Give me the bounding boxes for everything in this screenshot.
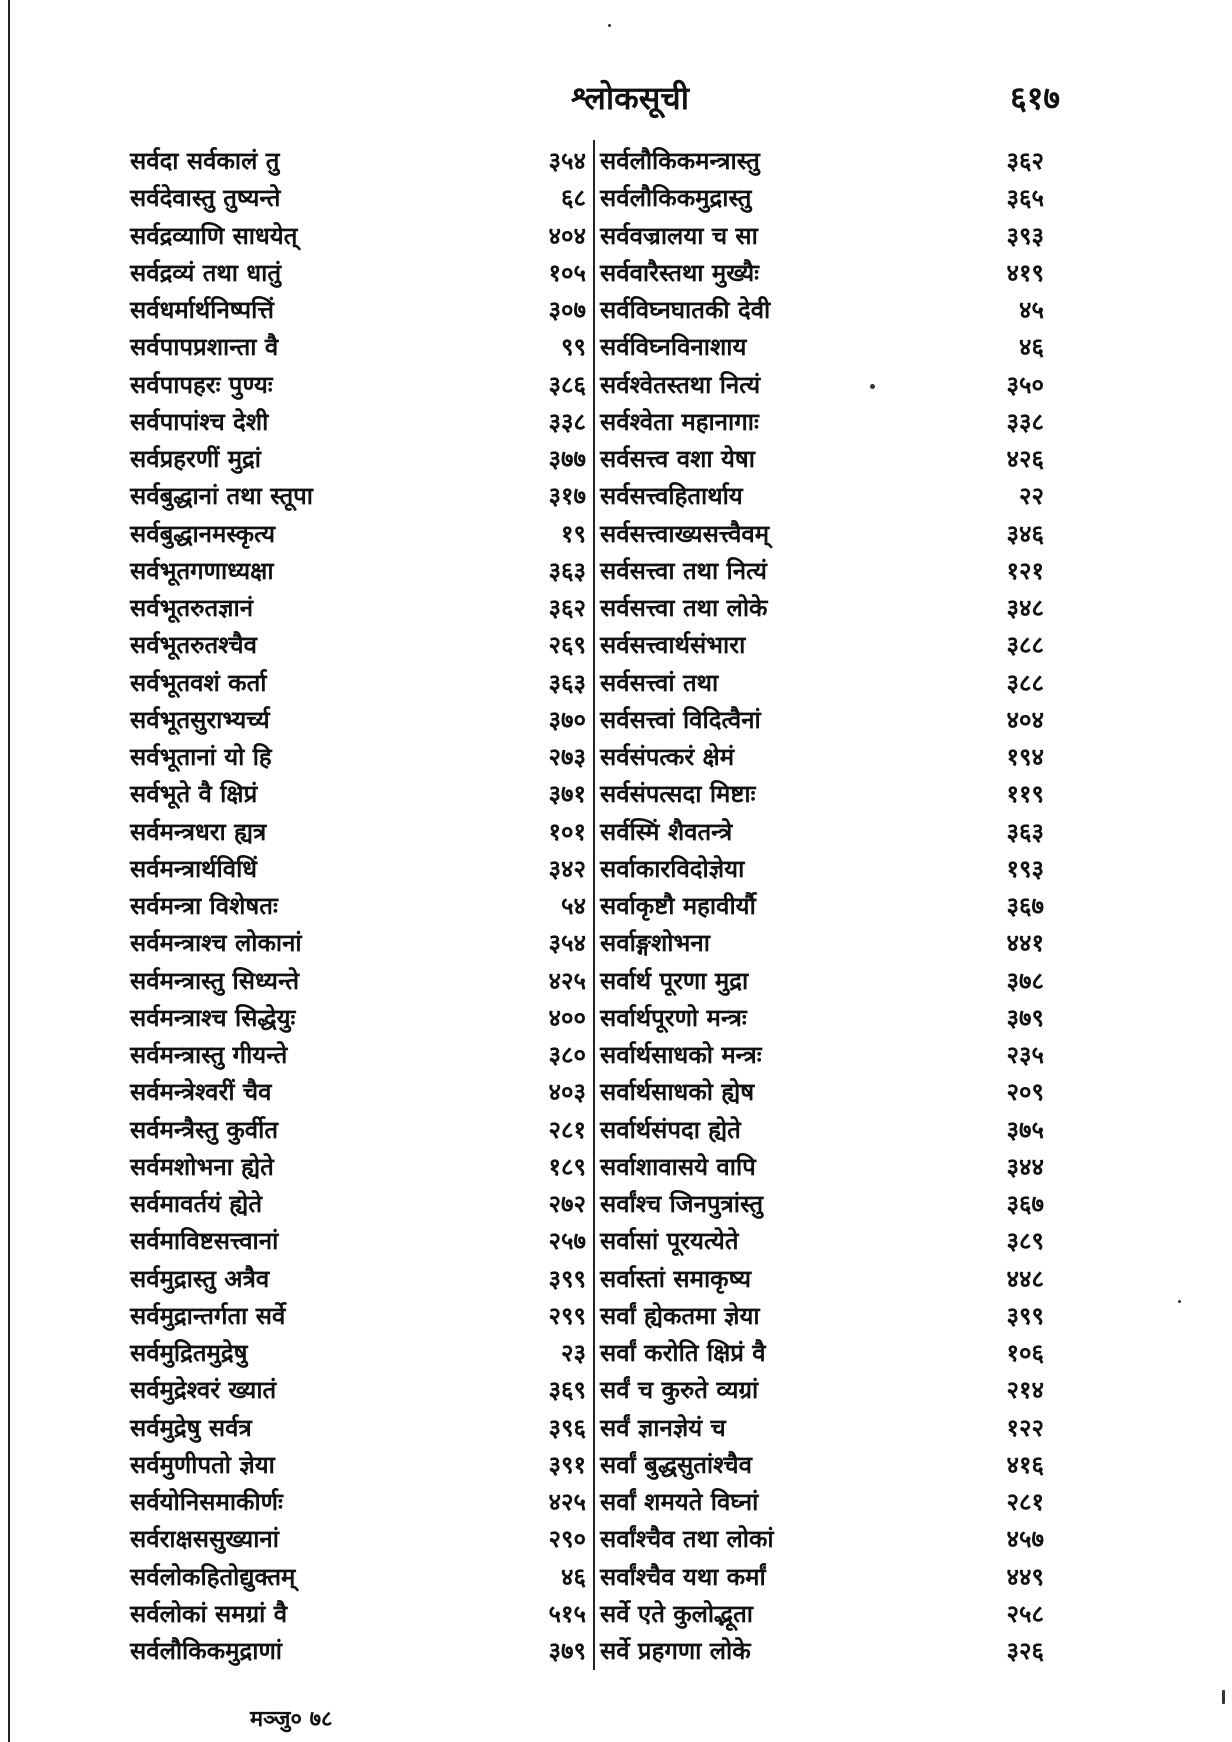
verse-page-number: ३९१ [548, 1449, 586, 1479]
verse-page-number: ३५४ [548, 928, 586, 958]
verse-text: सर्वसत्त्वा तथा नित्यं [600, 555, 767, 585]
verse-page-number: ४५ [1019, 295, 1044, 325]
index-entry [130, 1483, 590, 1520]
verse-page-number: २८१ [548, 1114, 586, 1144]
index-entry [130, 1446, 590, 1483]
verse-page-number: ४४१ [1006, 928, 1044, 958]
index-entry [130, 403, 590, 440]
index-entry [130, 1111, 590, 1148]
verse-page-number: ११९ [1006, 779, 1044, 809]
verse-text: सर्वदेवास्तु तुष्यन्ते [130, 183, 281, 213]
verse-page-number: ३४६ [1006, 518, 1044, 548]
verse-text: सर्वार्थपूरणो मन्त्रः [600, 1002, 747, 1032]
verse-page-number: ३४८ [1006, 593, 1044, 623]
verse-text: सर्वाङ्गशोभना [600, 928, 710, 958]
index-column-right [600, 142, 1050, 1669]
signature-mark: मञ्जु० ७८ [250, 1706, 333, 1732]
verse-text: सर्वमुद्रास्तु अत्रैव [130, 1263, 270, 1293]
verse-page-number: ४४८ [1006, 1263, 1044, 1293]
verse-text: सर्वविघ्नविनाशाय [600, 332, 747, 362]
verse-text: सर्वधर्मार्थनिष्पत्तिं [130, 295, 274, 325]
verse-page-number: ३०७ [548, 295, 586, 325]
verse-page-number: २०९ [1006, 1077, 1044, 1107]
index-entry [600, 1409, 1050, 1446]
verse-text: सर्ववारैस्तथा मुख्यैः [600, 257, 760, 287]
index-entry [130, 1148, 590, 1185]
verse-page-number: ५४ [561, 891, 586, 921]
verse-text: सर्वमन्त्रास्तु गीयन्ते [130, 1040, 288, 1070]
verse-page-number: ३६७ [1006, 891, 1044, 921]
index-entry [600, 328, 1050, 365]
verse-text: सर्वलौकिकमुद्रास्तु [600, 183, 752, 213]
verse-text: सर्वमुद्रेषु सर्वत्र [130, 1412, 252, 1442]
verse-text: सर्वाकृष्टौ महावीर्यौ [600, 891, 756, 921]
index-entry [130, 1520, 590, 1557]
verse-page-number: १८९ [548, 1151, 586, 1181]
index-entry [130, 962, 590, 999]
verse-page-number: १०१ [548, 816, 586, 846]
verse-page-number: ३६३ [548, 667, 586, 697]
verse-page-number: १०५ [548, 257, 586, 287]
verse-text: सर्वमुद्रान्तर्गता सर्वे [130, 1300, 286, 1330]
verse-page-number: ३३८ [1006, 406, 1044, 436]
index-entry [600, 1371, 1050, 1408]
index-entry [600, 738, 1050, 775]
index-entry [600, 515, 1050, 552]
verse-text: सर्वसत्त्वां तथा [600, 667, 719, 697]
verse-page-number: १९३ [1006, 853, 1044, 883]
verse-text: सर्वयोनिसमाकीर्णः [130, 1487, 283, 1517]
index-entry [130, 1334, 590, 1371]
verse-text: सर्वस्मिं शैवतन्त्रे [600, 816, 733, 846]
verse-text: सर्वपापांश्च देशी [130, 406, 269, 436]
verse-text: सर्वमन्त्रा विशेषतः [130, 891, 278, 921]
index-entry [600, 664, 1050, 701]
verse-page-number: ३६२ [1006, 146, 1044, 176]
verse-page-number: ३९९ [1006, 1300, 1044, 1330]
verse-text: सर्वां ह्येकतमा ज्ञेया [600, 1300, 760, 1330]
verse-page-number: ३६२ [548, 593, 586, 623]
index-entry [600, 1297, 1050, 1334]
verse-page-number: २५८ [1006, 1598, 1044, 1628]
index-entry [130, 1558, 590, 1595]
index-entry [130, 1409, 590, 1446]
verse-text: सर्वांश्च जिनपुत्रांस्तु [600, 1189, 764, 1219]
verse-page-number: ३६५ [1006, 183, 1044, 213]
verse-page-number: ३६३ [1006, 816, 1044, 846]
verse-text: सर्वलौकिकमुद्राणां [130, 1636, 283, 1666]
verse-page-number: २२ [1019, 481, 1044, 511]
index-entry [600, 1260, 1050, 1297]
verse-text: सर्वसत्त्वहितार्थाय [600, 481, 743, 511]
verse-page-number: ३७९ [548, 1636, 586, 1666]
ink-speck [870, 384, 875, 389]
verse-text: सर्वां बुद्धसुतांश्चैव [600, 1449, 752, 1479]
verse-page-number: ४०४ [1006, 704, 1044, 734]
index-column-left [130, 142, 590, 1669]
index-entry [600, 589, 1050, 626]
verse-text: सर्वासां पूरयत्येते [600, 1226, 739, 1256]
index-entry [600, 850, 1050, 887]
index-entry [600, 552, 1050, 589]
verse-page-number: ३८८ [1006, 667, 1044, 697]
verse-text: सर्वप्रहरणीं मुद्रां [130, 444, 262, 474]
verse-page-number: २५७ [548, 1226, 586, 1256]
verse-text: सर्वभूतानां यो हि [130, 742, 272, 772]
verse-page-number: २७३ [548, 742, 586, 772]
verse-text: सर्वभूते वै क्षिप्रं [130, 779, 258, 809]
ink-speck [1178, 1300, 1181, 1303]
verse-text: सर्वमन्त्रास्तु सिध्यन्ते [130, 965, 300, 995]
verse-page-number: ३६९ [548, 1375, 586, 1405]
left-margin-rule [8, 0, 10, 1742]
index-entry [130, 1595, 590, 1632]
verse-page-number: ३७५ [1006, 1114, 1044, 1144]
verse-text: सर्वभूतवशं कर्ता [130, 667, 267, 697]
verse-page-number: ४२५ [548, 1487, 586, 1517]
verse-text: सर्वमुणीपतो ज्ञेया [130, 1449, 275, 1479]
verse-page-number: ४१९ [1006, 257, 1044, 287]
index-entry [600, 403, 1050, 440]
index-entry [600, 626, 1050, 663]
index-entry [600, 477, 1050, 514]
verse-page-number: २३ [561, 1338, 586, 1368]
verse-text: सर्वसत्त्वार्थसंभारा [600, 630, 746, 660]
verse-page-number: ४१६ [1006, 1449, 1044, 1479]
verse-page-number: ६८ [561, 183, 586, 213]
verse-text: सर्वपापप्रशान्ता वै [130, 332, 279, 362]
verse-page-number: २८१ [1006, 1487, 1044, 1517]
verse-page-number: ४६ [1019, 332, 1044, 362]
verse-page-number: ३६३ [548, 555, 586, 585]
index-entry [130, 142, 590, 179]
verse-text: सर्वार्थसाधको मन्त्रः [600, 1040, 762, 1070]
verse-text: सर्वद्रव्यं तथा धातुं [130, 257, 282, 287]
index-entry [600, 366, 1050, 403]
verse-text: सर्वसत्त्वा तथा लोके [600, 593, 768, 623]
index-entry [600, 1483, 1050, 1520]
verse-text: सर्वसंपत्करं क्षेमं [600, 742, 735, 772]
verse-text: सर्वश्वेता महानागाः [600, 406, 759, 436]
verse-page-number: २६९ [548, 630, 586, 660]
verse-page-number: ३९६ [548, 1412, 586, 1442]
verse-page-number: २३५ [1006, 1040, 1044, 1070]
verse-text: सर्वार्थसाधको ह्येष [600, 1077, 755, 1107]
index-entry [600, 1222, 1050, 1259]
verse-page-number: ३७० [548, 704, 586, 734]
verse-text: सर्वे एते कुलोद्भूता [600, 1598, 753, 1628]
verse-page-number: १९ [561, 518, 586, 548]
verse-page-number: ३९९ [548, 1263, 586, 1293]
verse-page-number: ३७१ [548, 779, 586, 809]
verse-text: सर्वमन्त्रार्थविधिं [130, 853, 258, 883]
verse-text: सर्वमाविष्टसत्त्वानां [130, 1226, 279, 1256]
index-entry [130, 1297, 590, 1334]
verse-page-number: ४६ [561, 1561, 586, 1591]
verse-text: सर्वसत्त्वां विदित्वैनां [600, 704, 761, 734]
index-entry [130, 440, 590, 477]
index-entry [130, 1371, 590, 1408]
index-entry [600, 440, 1050, 477]
verse-text: सर्वास्तां समाकृष्य [600, 1263, 752, 1293]
index-entry [600, 1558, 1050, 1595]
verse-text: सर्वार्थसंपदा ह्येते [600, 1114, 741, 1144]
index-entry [600, 701, 1050, 738]
verse-page-number: ३२६ [1006, 1636, 1044, 1666]
index-entry [600, 924, 1050, 961]
verse-page-number: ४०४ [548, 220, 586, 250]
index-entry [130, 589, 590, 626]
verse-page-number: ९९ [561, 332, 586, 362]
verse-page-number: ३७८ [1006, 965, 1044, 995]
verse-page-number: २७२ [548, 1189, 586, 1219]
index-entry [130, 328, 590, 365]
index-entry [600, 775, 1050, 812]
index-entry [600, 1111, 1050, 1148]
verse-text: सर्वमशोभना ह्येते [130, 1151, 274, 1181]
verse-page-number: ३६७ [1006, 1189, 1044, 1219]
verse-text: सर्वे प्रहगणा लोके [600, 1636, 751, 1666]
index-entry [600, 1595, 1050, 1632]
verse-text: सर्वद्रव्याणि साधयेत् [130, 220, 298, 250]
verse-text: सर्वसत्त्व वशा येषा [600, 444, 755, 474]
verse-page-number: ३८० [548, 1040, 586, 1070]
index-entry [130, 999, 590, 1036]
verse-page-number: ३५० [1006, 369, 1044, 399]
index-entry [130, 179, 590, 216]
verse-text: सर्वमन्त्रधरा ह्यत्र [130, 816, 267, 846]
verse-text: सर्वभूतरुतश्चैव [130, 630, 257, 660]
verse-page-number: ३७७ [548, 444, 586, 474]
index-entry [130, 701, 590, 738]
page-title: श्लोकसूची [571, 79, 689, 117]
verse-page-number: ३४४ [1006, 1151, 1044, 1181]
verse-text: सर्वांश्चैव तथा लोकां [600, 1524, 774, 1554]
index-entry [130, 254, 590, 291]
index-entry [130, 477, 590, 514]
verse-page-number: ३८६ [548, 369, 586, 399]
index-entry [600, 962, 1050, 999]
verse-text: सर्वबुद्धानां तथा स्तूपा [130, 481, 314, 511]
index-entry [600, 254, 1050, 291]
verse-text: सर्वश्वेतस्तथा नित्यं [600, 369, 761, 399]
verse-page-number: १२२ [1006, 1412, 1044, 1442]
verse-text: सर्वलौकिकमन्त्रास्तु [600, 146, 760, 176]
verse-page-number: ४२६ [1006, 444, 1044, 474]
verse-text: सर्वमुद्रितमुद्रेषु [130, 1338, 248, 1368]
verse-page-number: १९४ [1006, 742, 1044, 772]
verse-text: सर्वं च कुरुते व्यग्रां [600, 1375, 759, 1405]
verse-text: सर्वाकारविदोज्ञेया [600, 853, 745, 883]
index-entry [600, 1520, 1050, 1557]
index-entry [130, 1036, 590, 1073]
index-entry [130, 515, 590, 552]
verse-text: सर्वभूतरुतज्ञानं [130, 593, 254, 623]
verse-text: सर्वमन्त्राश्च सिद्धेयुः [130, 1002, 296, 1032]
index-entry [600, 1334, 1050, 1371]
verse-page-number: २९० [548, 1524, 586, 1554]
ink-speck [1222, 1690, 1225, 1704]
index-entry [600, 1446, 1050, 1483]
verse-text: सर्वविघ्नघातकी देवी [600, 295, 771, 325]
index-entry [130, 775, 590, 812]
verse-text: सर्वदा सर्वकालं तु [130, 146, 280, 176]
verse-page-number: ३७९ [1006, 1002, 1044, 1032]
verse-text: सर्वमन्त्राश्च लोकानां [130, 928, 302, 958]
verse-text: सर्वां करोति क्षिप्रं वै [600, 1338, 766, 1368]
verse-text: सर्ववज्रालया च सा [600, 220, 758, 250]
verse-page-number: ४०३ [548, 1077, 586, 1107]
verse-text: सर्वमुद्रेश्वरं ख्यातं [130, 1375, 277, 1405]
index-entry [600, 813, 1050, 850]
verse-page-number: १२१ [1006, 555, 1044, 585]
verse-text: सर्वराक्षससुख्यानां [130, 1524, 279, 1554]
verse-text: सर्वलोकहितोद्युक्तम् [130, 1561, 296, 1591]
verse-text: सर्वमन्त्रैस्तु कुर्वीत [130, 1114, 279, 1144]
index-entry [130, 1073, 590, 1110]
index-entry [600, 142, 1050, 179]
verse-page-number: ३३८ [548, 406, 586, 436]
index-entry [600, 179, 1050, 216]
verse-text: सर्वार्थ पूरणा मुद्रा [600, 965, 749, 995]
verse-text: सर्वं ज्ञानज्ञेयं च [600, 1412, 726, 1442]
index-entry [600, 217, 1050, 254]
index-entry [130, 291, 590, 328]
verse-text: सर्वलोकां समग्रां वै [130, 1598, 288, 1628]
verse-text: सर्वबुद्धानमस्कृत्य [130, 518, 275, 548]
verse-page-number: ४०० [548, 1002, 586, 1032]
verse-text: सर्वां शमयते विघ्नां [600, 1487, 759, 1517]
index-entry [130, 552, 590, 589]
index-entry [600, 291, 1050, 328]
verse-page-number: ३५४ [548, 146, 586, 176]
verse-page-number: ३४२ [548, 853, 586, 883]
index-entry [600, 1632, 1050, 1669]
verse-page-number: ४२५ [548, 965, 586, 995]
verse-page-number: २१४ [1006, 1375, 1044, 1405]
index-entry [600, 1073, 1050, 1110]
index-entry [130, 626, 590, 663]
index-entry [600, 1185, 1050, 1222]
index-entry [130, 1632, 590, 1669]
verse-page-number: ३१७ [548, 481, 586, 511]
index-entry [130, 664, 590, 701]
index-entry [130, 813, 590, 850]
verse-text: सर्वसंपत्सदा मिष्टाः [600, 779, 756, 809]
verse-text: सर्वमन्त्रेश्वरीं चैव [130, 1077, 272, 1107]
verse-text: सर्वाशावासये वापि [600, 1151, 756, 1181]
index-entry [600, 1036, 1050, 1073]
verse-text: सर्वमावर्तयं ह्येते [130, 1189, 263, 1219]
verse-page-number: ३८९ [1006, 1226, 1044, 1256]
verse-page-number: २९९ [548, 1300, 586, 1330]
index-entry [130, 887, 590, 924]
index-entry [130, 1260, 590, 1297]
index-entry [600, 1148, 1050, 1185]
index-entry [600, 999, 1050, 1036]
verse-text: सर्वभूतगणाध्यक्षा [130, 555, 274, 585]
verse-page-number: ४४९ [1006, 1561, 1044, 1591]
verse-text: सर्वभूतसुराभ्यर्च्य [130, 704, 270, 734]
index-entry [130, 1222, 590, 1259]
index-entry [130, 217, 590, 254]
verse-page-number: ४५७ [1006, 1524, 1044, 1554]
verse-page-number: ३९३ [1006, 220, 1044, 250]
verse-text: सर्वपापहरः पुण्यः [130, 369, 273, 399]
verse-page-number: १०६ [1006, 1338, 1044, 1368]
verse-text: सर्वसत्त्वाख्यसत्त्वैवम् [600, 518, 770, 548]
page-number: ६१७ [1010, 79, 1060, 117]
index-entry [130, 1185, 590, 1222]
index-entry [600, 887, 1050, 924]
ink-speck [608, 24, 611, 27]
verse-text: सर्वांश्चैव यथा कर्मां [600, 1561, 766, 1591]
verse-page-number: ५१५ [548, 1598, 586, 1628]
index-entry [130, 924, 590, 961]
index-entry [130, 738, 590, 775]
verse-page-number: ३८८ [1006, 630, 1044, 660]
column-divider [593, 140, 595, 1670]
index-entry [130, 366, 590, 403]
index-entry [130, 850, 590, 887]
